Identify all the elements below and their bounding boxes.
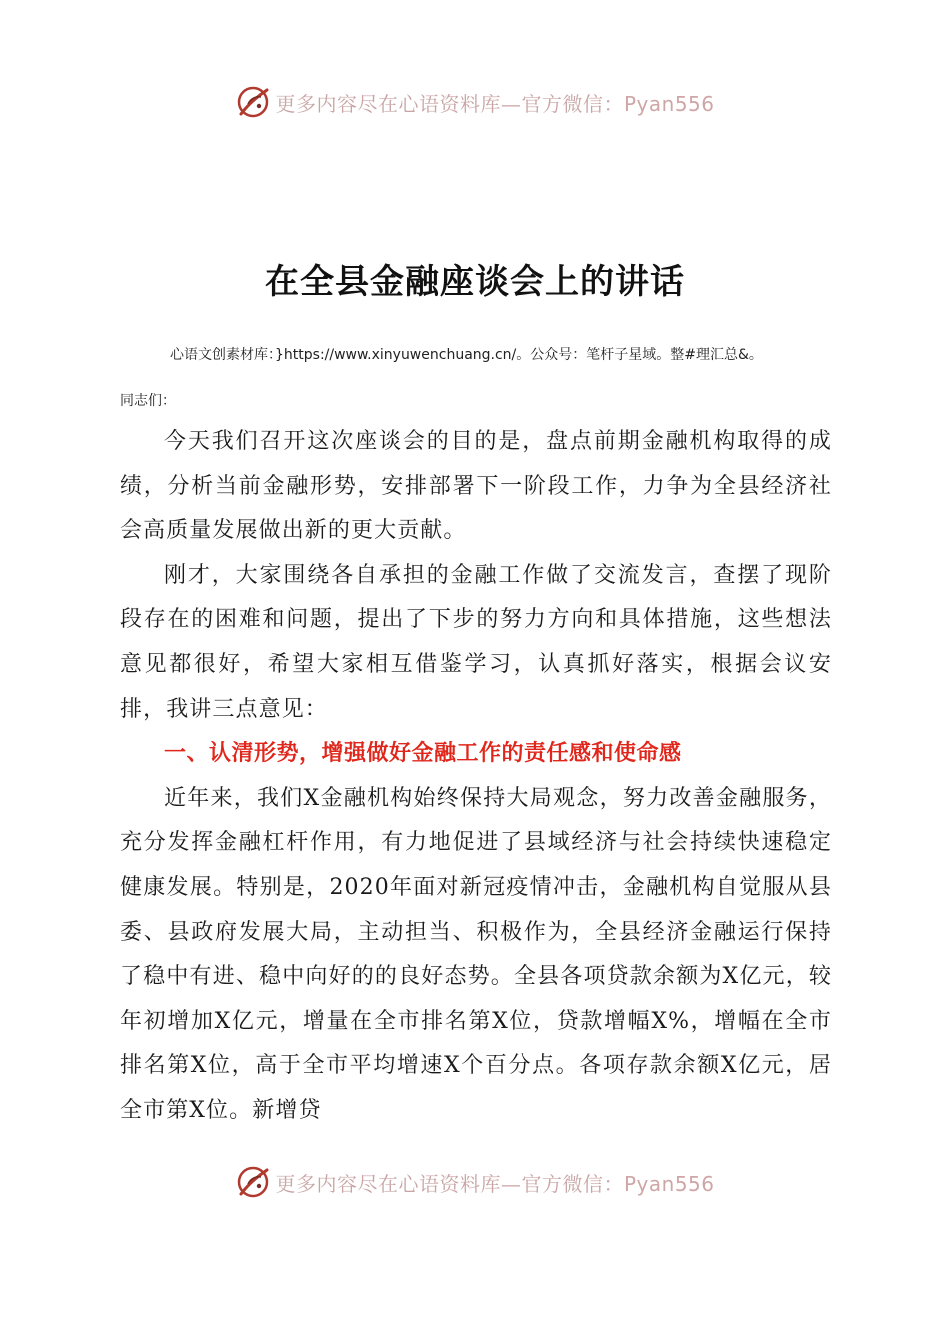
header-watermark-banner <box>0 82 950 122</box>
paragraph-3: 近年来，我们X金融机构始终保持大局观念，努力改善金融服务，充分发挥金融杠杆作用，有力地促进了县域经济与社会持续快速稳定健康发展。特别是，2020年面对新冠疫情冲击，金融机构自觉服从县委、县政府发展大局，主动担当、积极作为，全县经济金融运行保持了稳中有进、稳中向好的的良好态势。全县各项贷款余额为X亿元，较年初增加X亿元，增量在全市排名第X位，贷款增幅X%，增幅在全市排名第X位，高于全市平均增速X个百分点。各项存款余额X亿元，居全市第X位。新增贷 <box>120 785 832 1123</box>
paragraph-2: 刚才，大家围绕各自承担的金融工作做了交流发言，查摆了现阶段存在的困难和问题，提出了下步的努力方向和具体措施，这些想法意见都很好，希望大家相互借鉴学习，认真抓好落实，根据会议安排，我讲三点意见： <box>120 562 832 722</box>
salutation: 同志们： <box>120 393 176 409</box>
wechat-id: Pyan556 <box>623 1171 715 1196</box>
source-line: 心语文创素材库：}https://www.xinyuwenchuang.cn/。公众号：笔杆子星域。整#理汇总&。 <box>170 347 763 363</box>
footer-watermark-banner <box>0 1162 950 1202</box>
banner-text: 更多内容尽在心语资料库—官方微信：Pyan556 <box>275 1171 715 1196</box>
wechat-id: Pyan556 <box>623 91 715 116</box>
section-heading-1: 一、认清形势，增强做好金融工作的责任感和使命感 <box>164 741 682 767</box>
brand-logo-icon <box>235 1164 271 1200</box>
document-title: 在全县金融座谈会上的讲话 <box>265 262 685 302</box>
paragraph-1: 今天我们召开这次座谈会的目的是，盘点前期金融机构取得的成绩，分析当前金融形势，安排部署下一阶段工作，力争为全县经济社会高质量发展做出新的更大贡献。 <box>120 429 832 544</box>
brand-logo-icon <box>235 84 271 120</box>
banner-text: 更多内容尽在心语资料库—官方微信：Pyan556 <box>275 91 715 116</box>
document-body <box>120 420 832 1134</box>
